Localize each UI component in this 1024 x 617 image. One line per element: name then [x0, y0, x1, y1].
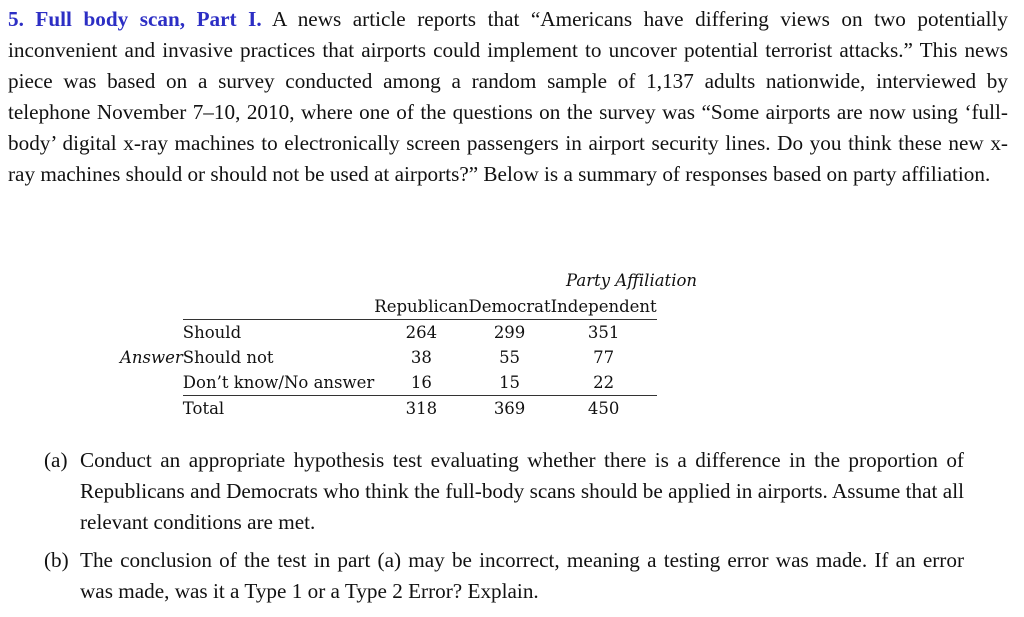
question-part-b: [44, 545, 964, 607]
part-letter: (b): [44, 548, 69, 572]
problem-paragraph: [8, 4, 1008, 190]
table-row: [120, 320, 657, 346]
problem-title: 5. Full body scan, Part I.: [8, 7, 262, 31]
column-header-republican: Republican: [374, 294, 468, 320]
table-cell: 369: [468, 396, 550, 422]
question-parts: [44, 445, 964, 614]
column-header-independent: Independent: [551, 294, 657, 320]
table-row: [120, 345, 657, 370]
table-cell: 38: [410, 348, 432, 367]
table-header-row: [120, 294, 657, 320]
problem-statement: [8, 4, 1008, 190]
table-total-row: [120, 396, 657, 422]
row-label-should-not: Should not: [182, 348, 274, 367]
survey-table: [120, 294, 657, 421]
table-cell: 264: [374, 320, 468, 346]
row-label-dont-know: Don’t know/No answer: [182, 373, 375, 392]
party-affiliation-header: Party Affiliation: [566, 271, 698, 290]
table-row: [120, 370, 657, 396]
part-text: The conclusion of the test in part (a) may be incorrect, meaning a testing error was made. If an error was made, was it a Type 1 or a Type 2 Error? Explain.: [80, 548, 964, 603]
row-label-total: Total: [183, 396, 374, 422]
column-header-democrat: Democrat: [468, 294, 550, 320]
question-part-a: [44, 445, 964, 538]
table-cell: 318: [374, 396, 468, 422]
part-letter: (a): [44, 448, 68, 472]
table-cell: 15: [499, 373, 521, 392]
table-cell: 55: [499, 348, 521, 367]
table-cell: 22: [593, 373, 615, 392]
table-cell: 77: [593, 348, 615, 367]
table-cell: 16: [410, 373, 432, 392]
table-cell: 299: [468, 320, 550, 346]
table-cell: 351: [551, 320, 657, 346]
answer-group-label: Answer: [120, 348, 183, 367]
part-text: Conduct an appropriate hypothesis test evaluating whether there is a difference in the proportion of Republicans and Democrats who think the full-body scans should be applied in airports. Assume that all relevant conditions are met.: [80, 448, 964, 534]
table-cell: 450: [551, 396, 657, 422]
problem-body: A news article reports that “Americans have differing views on two potentially inconvenient and invasive practices that airports could implement to uncover potential terrorist attacks.” This news piece was based on a survey conducted among a random sample of 1,137 adults nationwide, interviewed by telephone November 7–10, 2010, where one of the questions on the survey was “Some airports are now using ‘full-body’ digital x-ray machines to electronically screen passengers in airport security lines. Do you think these new x-ray machines should or should not be used at airports?” Below is a summary of responses based on party affiliation.: [8, 7, 1008, 186]
row-label-should: Should: [183, 320, 374, 346]
